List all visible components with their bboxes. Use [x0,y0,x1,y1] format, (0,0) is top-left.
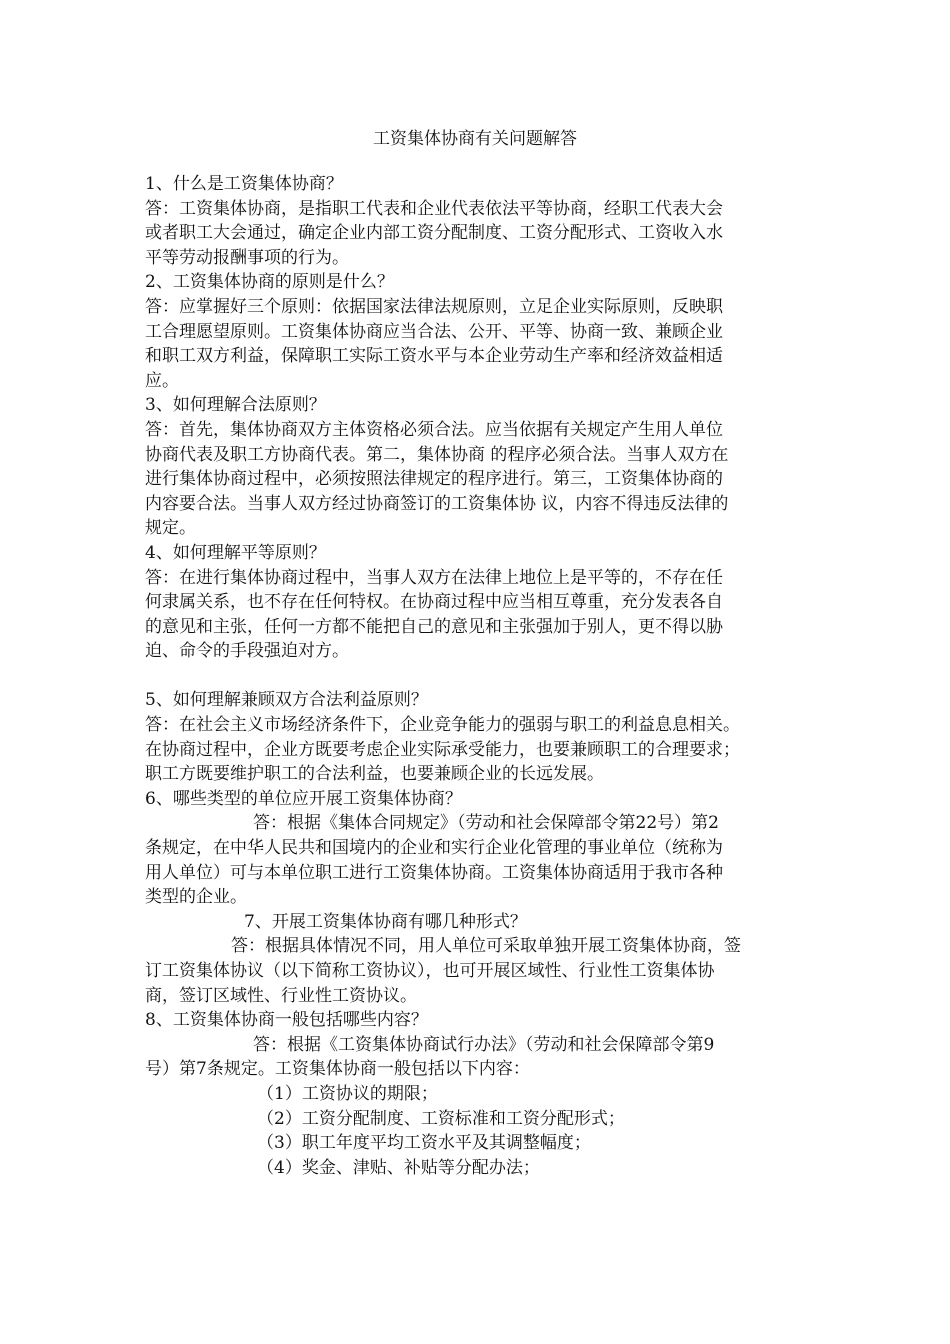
answer-4-line-1: 答：在进行集体协商过程中，当事人双方在法律上地位上是平等的，不存在任 [145,567,723,588]
answer-1-line-3: 平等劳动报酬事项的行为。 [145,247,349,268]
document-title: 工资集体协商有关问题解答 [373,129,577,149]
answer-8-line-2: 号）第7条规定。工资集体协商一般包括以下内容： [145,1059,530,1080]
answer-7-line-1: 答：根据具体情况不同，用人单位可采取单独开展工资集体协商，签 [231,936,741,957]
question-1: 1、什么是工资集体协商？ [145,174,343,194]
answer-3-line-5: 规定。 [145,518,196,539]
question-5: 5、如何理解兼顾双方合法利益原则？ [145,690,428,711]
document-body [145,172,805,1180]
answer-7-line-3: 商，签订区域性、行业性工资协议。 [145,985,417,1006]
answer-2-line-4: 应。 [145,370,179,391]
answer-2-line-3: 和职工双方利益，保障职工实际工资水平与本企业劳动生产率和经济效益相适 [145,346,723,367]
question-8: 8、工资集体协商一般包括哪些内容？ [145,1010,428,1031]
answer-4-line-4: 迫、命令的手段强迫对方。 [145,641,349,662]
question-3: 3、如何理解合法原则？ [145,395,326,416]
answer-3-line-2: 协商代表及职工方协商代表。第二，集体协商 的程序必须合法。当事人双方在 [145,444,729,465]
answer-8-item-1: （1）工资协议的期限； [257,1083,438,1104]
answer-8-item-2: （2）工资分配制度、工资标准和工资分配形式； [257,1108,625,1129]
question-6: 6、哪些类型的单位应开展工资集体协商？ [145,788,462,809]
answer-5-line-1: 答：在社会主义市场经济条件下，企业竞争能力的强弱与职工的利益息息相关。 [145,715,740,736]
answer-4-line-2: 何隶属关系，也不存在任何特权。在协商过程中应当相互尊重，充分发表各自 [145,592,723,613]
answer-8-line-1: 答：根据《工资集体协商试行办法》（劳动和社会保障部令第9 [253,1034,715,1055]
answer-1-line-1: 答：工资集体协商，是指职工代表和企业代表依法平等协商，经职工代表大会 [145,198,723,219]
answer-5-line-3: 职工方既要维护职工的合法利益，也要兼顾企业的长远发展。 [145,764,604,785]
answer-8-item-4: （4）奖金、津贴、补贴等分配办法； [257,1157,540,1178]
answer-3-line-4: 内容要合法。当事人双方经过协商签订的工资集体协 议，内容不得违反法律的 [145,493,729,514]
answer-3-line-3: 进行集体协商过程中，必须按照法律规定的程序进行。第三，工资集体协商的 [145,469,723,490]
answer-5-line-2: 在协商过程中，企业方既要考虑企业实际承受能力，也要兼顾职工的合理要求； [145,739,740,760]
answer-4-line-3: 的意见和主张，任何一方都不能把自己的意见和主张强加于别人，更不得以胁 [145,616,723,637]
answer-7-line-2: 订工资集体协议（以下简称工资协议），也可开展区域性、行业性工资集体协 [145,961,715,981]
answer-8-item-3: （3）职工年度平均工资水平及其调整幅度； [257,1133,591,1154]
answer-1-line-2: 或者职工大会通过，确定企业内部工资分配制度、工资分配形式、工资收入水 [145,223,723,244]
answer-6-line-1: 答：根据《集体合同规定》（劳动和社会保障部令第22号）第2 [253,813,719,834]
answer-6-line-3: 用人单位）可与本单位职工进行工资集体协商。工资集体协商适用于我市各种 [145,862,723,883]
question-4: 4、如何理解平等原则？ [145,542,326,563]
answer-6-line-2: 条规定，在中华人民共和国境内的企业和实行企业化管理的事业单位（统称为 [145,838,723,859]
answer-6-line-4: 类型的企业。 [145,887,247,908]
answer-2-line-1: 答：应掌握好三个原则：依据国家法律法规原则，立足企业实际原则，反映职 [145,296,723,317]
question-7: 7、开展工资集体协商有哪几种形式？ [244,911,527,932]
answer-2-line-2: 工合理愿望原则。工资集体协商应当合法、公开、平等、协商一致、兼顾企业 [145,321,723,342]
answer-3-line-1: 答：首先，集体协商双方主体资格必须合法。应当依据有关规定产生用人单位 [145,419,723,440]
blank-line [145,664,805,689]
question-2: 2、工资集体协商的原则是什么？ [145,272,394,293]
